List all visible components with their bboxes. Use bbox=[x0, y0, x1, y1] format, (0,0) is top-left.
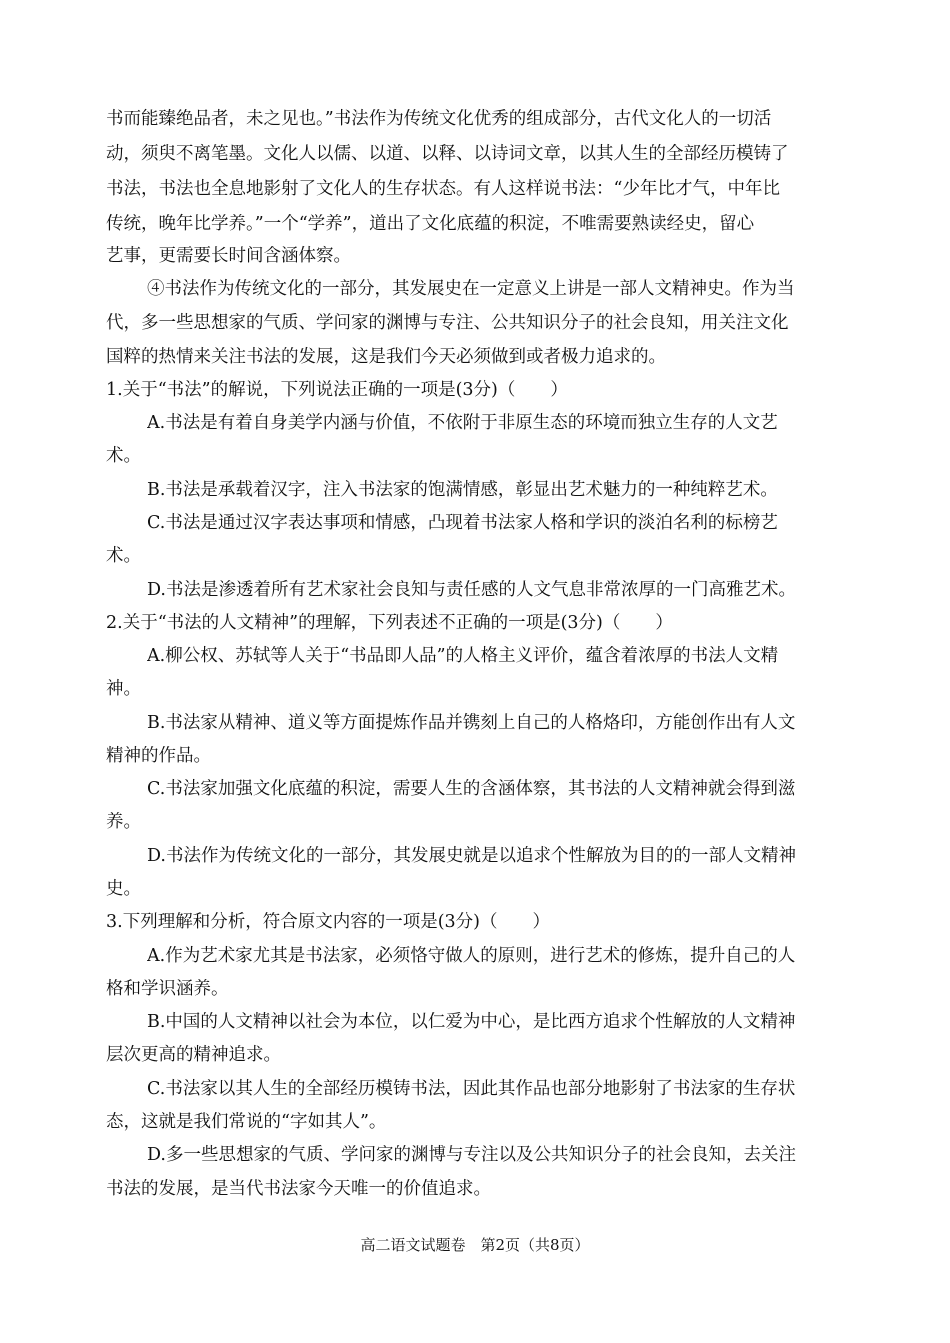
text-line: 艺事，更需要长时间含涵体察。 bbox=[106, 246, 351, 266]
question-1-option-b: B.书法是承载着汉字，注入书法家的饱满情感，彰显出艺术魅力的一种纯粹艺术。 bbox=[147, 480, 778, 500]
question-3-option-a: A.作为艺术家尤其是书法家，必须恪守做人的原则，进行艺术的修炼，提升自己的人 bbox=[147, 946, 796, 966]
question-3-option-b-cont: 层次更高的精神追求。 bbox=[106, 1045, 281, 1065]
question-1-option-c-cont: 术。 bbox=[106, 546, 141, 566]
question-3-option-d-cont: 书法的发展，是当代书法家今天唯一的价值追求。 bbox=[106, 1179, 491, 1199]
question-3-option-c: C.书法家以其人生的全部经历模铸书法，因此其作品也部分地影射了书法家的生存状 bbox=[147, 1079, 796, 1099]
question-2-option-c: C.书法家加强文化底蕴的积淀，需要人生的含涵体察，其书法的人文精神就会得到滋 bbox=[147, 779, 796, 799]
question-3-stem: 3.下列理解和分析，符合原文内容的一项是(3分)（ ） bbox=[106, 912, 550, 932]
question-2-option-d: D.书法作为传统文化的一部分，其发展史就是以追求个性解放为目的的一部人文精神 bbox=[147, 846, 796, 866]
question-2-option-c-cont: 养。 bbox=[106, 812, 141, 832]
question-2-stem: 2.关于“书法的人文精神”的理解，下列表述不正确的一项是(3分)（ ） bbox=[106, 613, 673, 633]
question-2-option-d-cont: 史。 bbox=[106, 879, 141, 899]
question-2-option-b: B.书法家从精神、道义等方面提炼作品并镌刻上自己的人格烙印，方能创作出有人文 bbox=[147, 713, 796, 733]
question-1-option-c: C.书法是通过汉字表达事项和情感，凸现着书法家人格和学识的淡泊名利的标榜艺 bbox=[147, 513, 778, 533]
page-footer: 高二语文试题卷 第2页（共8页） bbox=[360, 1236, 590, 1254]
question-1-option-a: A.书法是有着自身美学内涵与价值，不依附于非原生态的环境而独立生存的人文艺 bbox=[147, 413, 778, 433]
text-line: 传统，晚年比学养。”一个“学养”，道出了文化底蕴的积淀，不唯需要熟读经史，留心 bbox=[106, 214, 755, 234]
paragraph-4-line: ④书法作为传统文化的一部分，其发展史在一定意义上讲是一部人文精神史。作为当 bbox=[147, 279, 795, 299]
question-1-option-d: D.书法是渗透着所有艺术家社会良知与责任感的人文气息非常浓厚的一门高雅艺术。 bbox=[147, 580, 796, 600]
question-2-option-a: A.柳公权、苏轼等人关于“书品即人品”的人格主义评价，蕴含着浓厚的书法人文精 bbox=[147, 646, 779, 666]
question-3-option-d: D.多一些思想家的气质、学问家的渊博与专注以及公共知识分子的社会良知，去关注 bbox=[147, 1145, 796, 1165]
question-1-stem: 1.关于“书法”的解说，下列说法正确的一项是(3分)（ ） bbox=[106, 380, 568, 400]
text-line: 书法，书法也全息地影射了文化人的生存状态。有人这样说书法：“少年比才气，中年比 bbox=[106, 179, 780, 199]
question-3-option-a-cont: 格和学识涵养。 bbox=[106, 979, 229, 999]
question-3-option-b: B.中国的人文精神以社会为本位，以仁爱为中心，是比西方追求个性解放的人文精神 bbox=[147, 1012, 796, 1032]
text-line: 书而能臻绝品者，未之见也。”书法作为传统文化优秀的组成部分，古代文化人的一切活 bbox=[106, 109, 772, 129]
text-line: 动，须臾不离笔墨。文化人以儒、以道、以释、以诗词文章，以其人生的全部经历模铸了 bbox=[106, 144, 789, 164]
question-2-option-a-cont: 神。 bbox=[106, 679, 141, 699]
question-2-option-b-cont: 精神的作品。 bbox=[106, 746, 211, 766]
text-line: 代，多一些思想家的气质、学问家的渊博与专注、公共知识分子的社会良知，用关注文化 bbox=[106, 313, 789, 333]
question-1-option-a-cont: 术。 bbox=[106, 446, 141, 466]
text-line: 国粹的热情来关注书法的发展，这是我们今天必须做到或者极力追求的。 bbox=[106, 347, 666, 367]
question-3-option-c-cont: 态，这就是我们常说的“字如其人”。 bbox=[106, 1112, 387, 1132]
